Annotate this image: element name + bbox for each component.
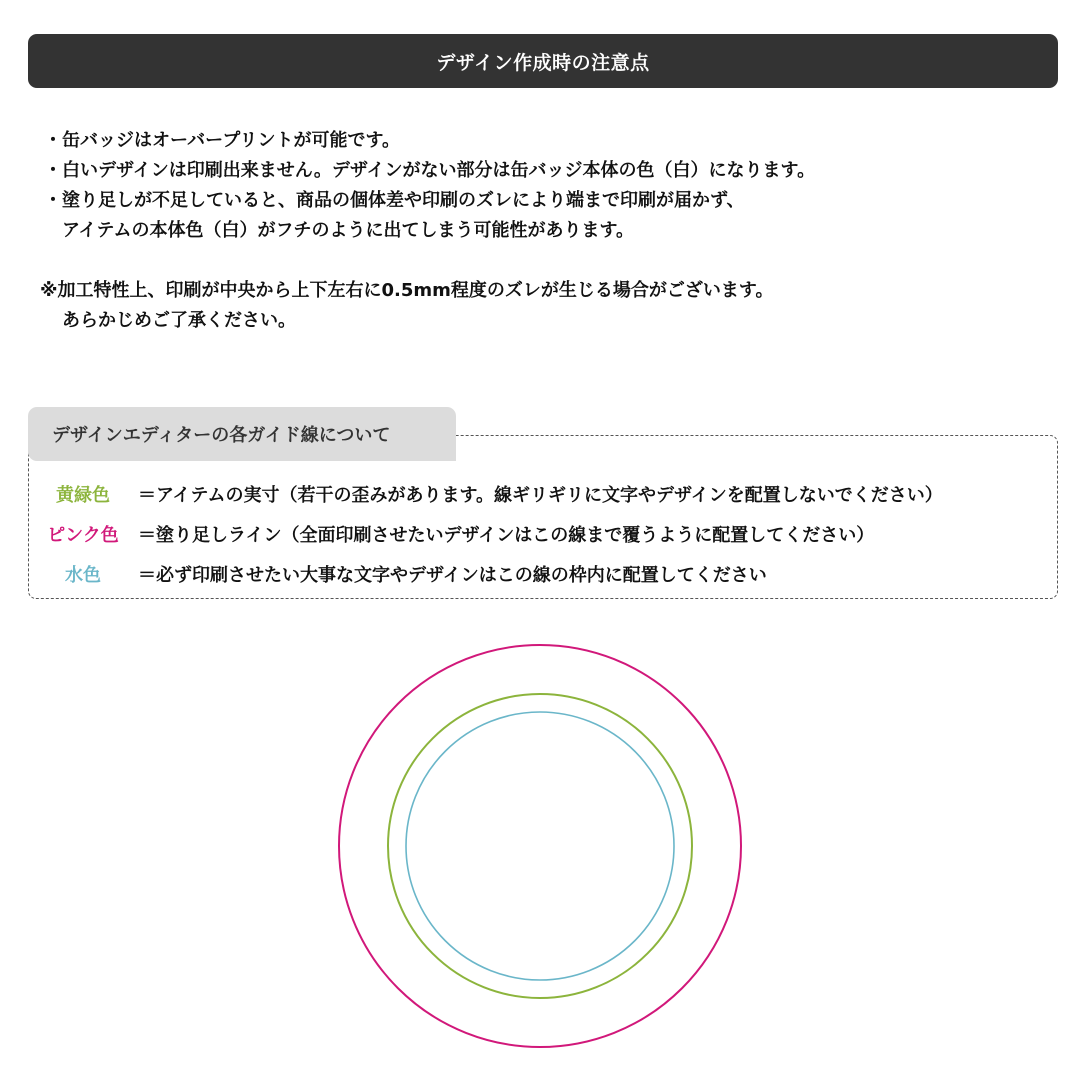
note-line: アイテムの本体色（白）がフチのように出てしまう可能性があります。 xyxy=(62,220,635,241)
guide-desc-light-blue: ＝必ず印刷させたい大事な文字やデザインはこの線の枠内に配置してください xyxy=(138,565,767,586)
pink-bleed-circle xyxy=(339,645,741,1047)
guide-row-pink xyxy=(36,519,874,549)
guide-desc-pink: ＝塗り足しライン（全面印刷させたいデザインはこの線まで覆うように配置してください） xyxy=(138,525,875,546)
guide-row-light-blue xyxy=(36,559,767,589)
note-line: ・塗り足しが不足していると、商品の個体差や印刷のズレにより端まで印刷が届かず、 xyxy=(44,190,745,211)
caution-line: あらかじめご了承ください。 xyxy=(62,310,296,331)
notes-section xyxy=(40,126,1054,336)
header-bar xyxy=(28,34,1058,88)
guide-label-pink: ピンク色 xyxy=(47,525,119,546)
guide-label-light-blue: 水色 xyxy=(65,565,101,586)
guide-label-yellow-green: 黄緑色 xyxy=(56,485,110,506)
yellow-green-actual-circle xyxy=(388,694,692,998)
note-line: ・缶バッジはオーバープリントが可能です。 xyxy=(44,130,401,151)
guide-tab xyxy=(28,407,456,461)
caution-line: ※加工特性上、印刷が中央から上下左右に0.5mm程度のズレが生じる場合がございます。 xyxy=(40,280,774,301)
guide-row-yellow-green xyxy=(36,479,943,509)
header-title: デザイン作成時の注意点 xyxy=(436,51,650,74)
light-blue-safe-circle xyxy=(406,712,674,980)
guide-circles-diagram xyxy=(330,636,750,1056)
spacer xyxy=(44,246,1054,276)
guide-title: デザインエディターの各ガイド線について xyxy=(52,425,391,446)
guide-desc-yellow-green: ＝アイテムの実寸（若干の歪みがあります。線ギリギリに文字やデザインを配置しないでください） xyxy=(138,485,943,506)
note-line: ・白いデザインは印刷出来ません。デザインがない部分は缶バッジ本体の色（白）になります。 xyxy=(44,160,816,181)
